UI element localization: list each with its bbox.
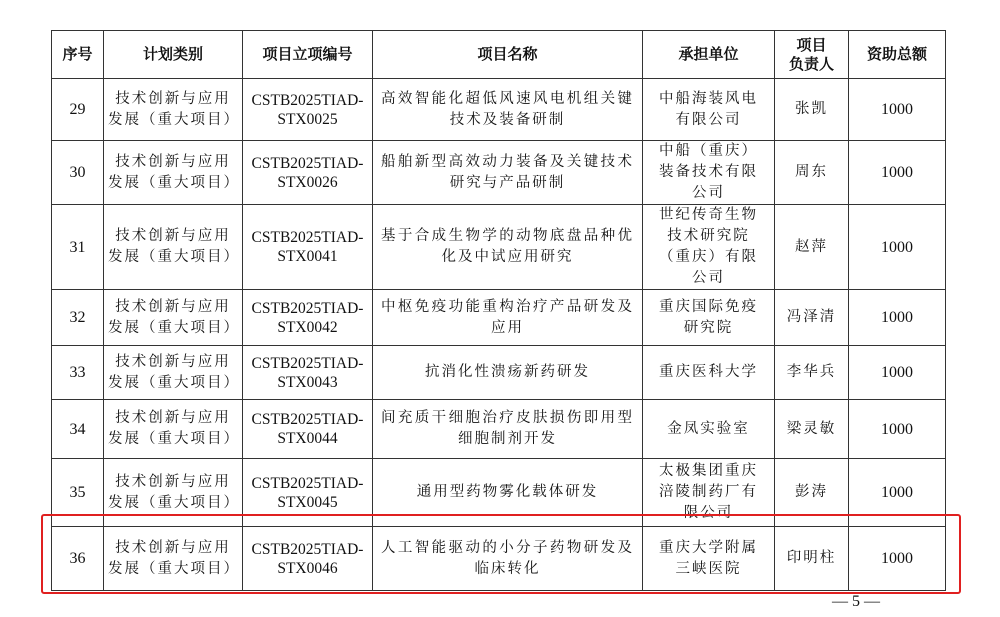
cell-leader: 赵萍 bbox=[775, 205, 849, 290]
cell-project-code: CSTB2025TIAD-STX0045 bbox=[243, 459, 373, 527]
header-leader-line2: 负责人 bbox=[788, 54, 834, 73]
cell-amount: 1000 bbox=[849, 290, 946, 346]
cell-seq: 36 bbox=[52, 527, 104, 591]
cell-project-name: 抗消化性溃疡新药研发 bbox=[373, 346, 643, 400]
cell-project-name: 间充质干细胞治疗皮肤损伤即用型细胞制剂开发 bbox=[373, 400, 643, 459]
page-number: — 5 — bbox=[832, 593, 880, 610]
cell-organization: 金凤实验室 bbox=[643, 400, 775, 459]
cell-plan-type: 技术创新与应用发展（重大项目） bbox=[104, 141, 243, 205]
cell-leader: 张凯 bbox=[775, 79, 849, 141]
table-row bbox=[52, 346, 946, 400]
cell-plan-type: 技术创新与应用发展（重大项目） bbox=[104, 346, 243, 400]
cell-project-name: 中枢免疫功能重构治疗产品研发及应用 bbox=[373, 290, 643, 346]
cell-seq: 32 bbox=[52, 290, 104, 346]
cell-project-name: 高效智能化超低风速风电机组关键技术及装备研制 bbox=[373, 79, 643, 141]
cell-seq: 33 bbox=[52, 346, 104, 400]
cell-project-code: CSTB2025TIAD-STX0042 bbox=[243, 290, 373, 346]
cell-project-code: CSTB2025TIAD-STX0025 bbox=[243, 79, 373, 141]
header-plan-type: 计划类别 bbox=[104, 31, 243, 79]
cell-leader: 周东 bbox=[775, 141, 849, 205]
cell-amount: 1000 bbox=[849, 459, 946, 527]
cell-project-code: CSTB2025TIAD-STX0043 bbox=[243, 346, 373, 400]
cell-project-code: CSTB2025TIAD-STX0041 bbox=[243, 205, 373, 290]
cell-leader: 李华兵 bbox=[775, 346, 849, 400]
cell-leader: 梁灵敏 bbox=[775, 400, 849, 459]
cell-seq: 29 bbox=[52, 79, 104, 141]
cell-organization: 重庆医科大学 bbox=[643, 346, 775, 400]
table-row bbox=[52, 141, 946, 205]
header-organization: 承担单位 bbox=[643, 31, 775, 79]
highlight-box bbox=[41, 514, 961, 594]
cell-plan-type: 技术创新与应用发展（重大项目） bbox=[104, 459, 243, 527]
cell-organization: 重庆国际免疫研究院 bbox=[643, 290, 775, 346]
cell-project-name: 船舶新型高效动力装备及关键技术研究与产品研制 bbox=[373, 141, 643, 205]
cell-amount: 1000 bbox=[849, 205, 946, 290]
cell-organization: 世纪传奇生物技术研究院（重庆）有限公司 bbox=[643, 205, 775, 290]
header-leader-line1: 项目 bbox=[796, 35, 827, 54]
cell-project-code: CSTB2025TIAD-STX0046 bbox=[243, 527, 373, 591]
table-row bbox=[52, 290, 946, 346]
cell-seq: 31 bbox=[52, 205, 104, 290]
header-project-name: 项目名称 bbox=[373, 31, 643, 79]
cell-organization: 太极集团重庆涪陵制药厂有限公司 bbox=[643, 459, 775, 527]
cell-plan-type: 技术创新与应用发展（重大项目） bbox=[104, 205, 243, 290]
cell-amount: 1000 bbox=[849, 346, 946, 400]
cell-organization: 重庆大学附属三峡医院 bbox=[643, 527, 775, 591]
cell-project-code: CSTB2025TIAD-STX0044 bbox=[243, 400, 373, 459]
cell-amount: 1000 bbox=[849, 141, 946, 205]
cell-project-name: 基于合成生物学的动物底盘品种优化及中试应用研究 bbox=[373, 205, 643, 290]
header-project-code: 项目立项编号 bbox=[243, 31, 373, 79]
project-funding-table bbox=[51, 30, 946, 591]
cell-project-name: 人工智能驱动的小分子药物研发及临床转化 bbox=[373, 527, 643, 591]
cell-plan-type: 技术创新与应用发展（重大项目） bbox=[104, 290, 243, 346]
cell-seq: 35 bbox=[52, 459, 104, 527]
cell-amount: 1000 bbox=[849, 527, 946, 591]
cell-organization: 中船（重庆）装备技术有限公司 bbox=[643, 141, 775, 205]
cell-plan-type: 技术创新与应用发展（重大项目） bbox=[104, 400, 243, 459]
cell-leader: 印明柱 bbox=[775, 527, 849, 591]
cell-amount: 1000 bbox=[849, 400, 946, 459]
cell-project-name: 通用型药物雾化载体研发 bbox=[373, 459, 643, 527]
header-seq: 序号 bbox=[52, 31, 104, 79]
cell-plan-type: 技术创新与应用发展（重大项目） bbox=[104, 79, 243, 141]
cell-seq: 34 bbox=[52, 400, 104, 459]
table-row bbox=[52, 400, 946, 459]
cell-leader: 彭涛 bbox=[775, 459, 849, 527]
cell-organization: 中船海装风电有限公司 bbox=[643, 79, 775, 141]
table-row bbox=[52, 205, 946, 290]
cell-plan-type: 技术创新与应用发展（重大项目） bbox=[104, 527, 243, 591]
header-amount: 资助总额 bbox=[849, 31, 946, 79]
cell-amount: 1000 bbox=[849, 79, 946, 141]
header-leader bbox=[775, 31, 849, 79]
cell-project-code: CSTB2025TIAD-STX0026 bbox=[243, 141, 373, 205]
table-header-row bbox=[52, 31, 946, 79]
cell-leader: 冯泽清 bbox=[775, 290, 849, 346]
cell-seq: 30 bbox=[52, 141, 104, 205]
table-row bbox=[52, 79, 946, 141]
